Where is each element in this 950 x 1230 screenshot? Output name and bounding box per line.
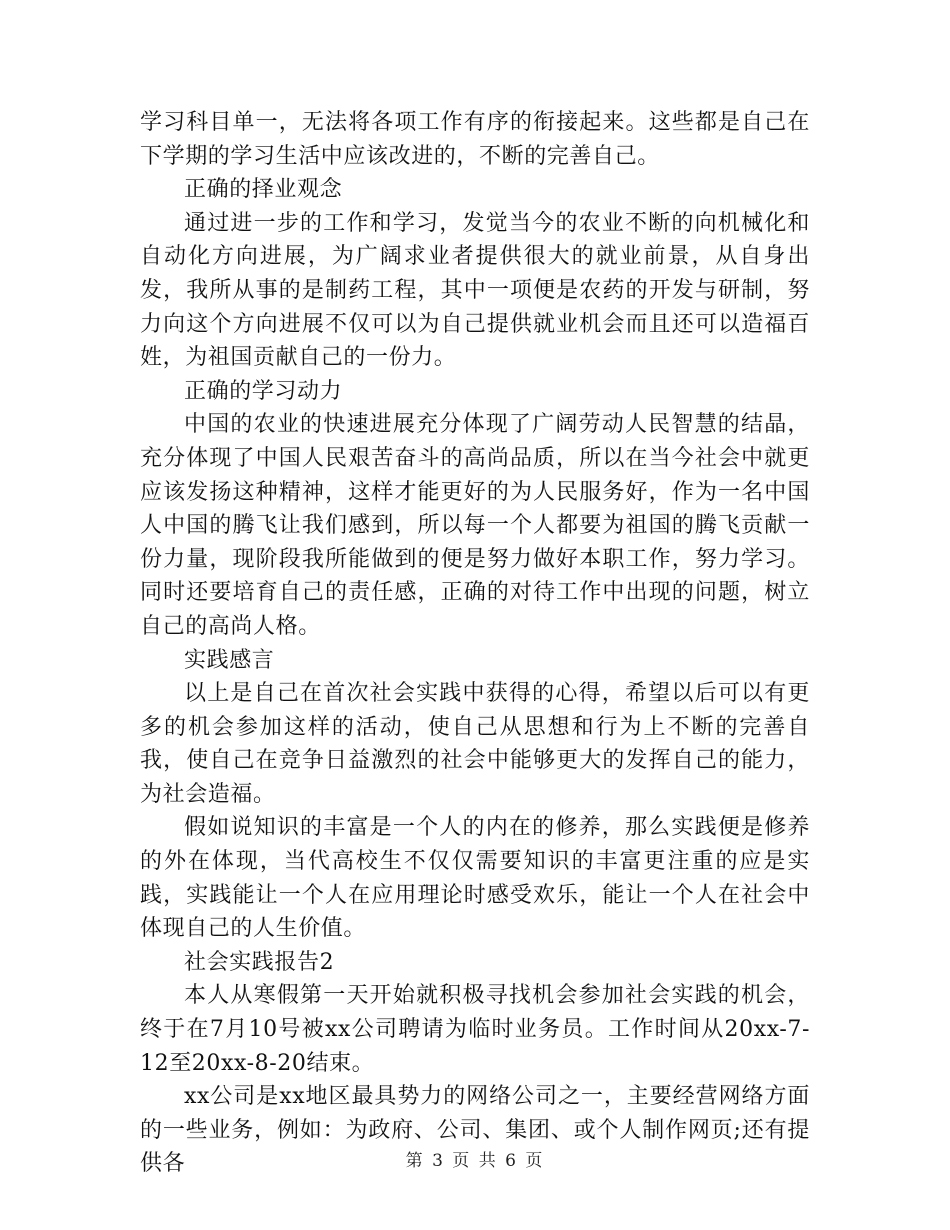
paragraph-knowledge-practice: 假如说知识的丰富是一个人的内在的修养，那么实践便是修养的外在体现，当代高校生不仅仅需要知识的丰富更注重的应是实践，实践能让一个人在应用理论时感受欢乐，能让一个人在社会中体现自己的人生价值。 [140,815,810,942]
document-body [140,106,810,1181]
section-heading-report-2: 社会实践报告2 [184,949,335,975]
paragraph-continuation: 学习科目单一，无法将各项工作有序的衔接起来。这些都是自己在下学期的学习生活中应该改进的，不断的完善自己。 [140,110,810,169]
paragraph-career-view: 通过进一步的工作和学习，发觉当今的农业不断的向机械化和自动化方向进展，为广阔求业者提供很大的就业前景，从自身出发，我所从事的是制药工程，其中一项便是农药的开发与研制，努力向这个方向进展不仅可以为自己提供就业机会而且还可以造福百姓，为祖国贡献自己的一份力。 [140,210,810,371]
section-heading-practice-reflection: 实践感言 [184,647,275,673]
section-heading-career-view: 正确的择业观念 [184,177,343,203]
page-number-footer: 第 3 页 共 6 页 [405,1151,545,1171]
paragraph-study-motivation: 中国的农业的快速进展充分体现了广阔劳动人民智慧的结晶，充分体现了中国人民艰苦奋斗的高尚品质，所以在当今社会中就更应该发扬这种精神，这样才能更好的为人民服务好，作为一名中国人中国的腾飞让我们感到，所以每一个人都要为祖国的腾飞贡献一份力量，现阶段我所能做到的便是努力做好本职工作，努力学习。同时还要培育自己的责任感，正确的对待工作中出现的问题，树立自己的高尚人格。 [140,412,810,639]
section-heading-study-motivation: 正确的学习动力 [184,378,343,404]
paragraph-report-2-intro: 本人从寒假第一天开始就积极寻找机会参加社会实践的机会，终于在7月10号被xx公司聘请为临时业务员。工作时间从20xx-7-12至20xx-8-20结束。 [140,983,810,1076]
paragraph-company-description: xx公司是xx地区最具势力的网络公司之一，主要经营网络方面的一些业务，例如：为政府、公司、集团、或个人制作网页;还有提供各 [140,1084,810,1177]
paragraph-practice-reflection: 以上是自己在首次社会实践中获得的心得，希望以后可以有更多的机会参加这样的活动，使自己从思想和行为上不断的完善自我，使自己在竞争日益激烈的社会中能够更大的发挥自己的能力，为社会造福。 [140,681,810,807]
